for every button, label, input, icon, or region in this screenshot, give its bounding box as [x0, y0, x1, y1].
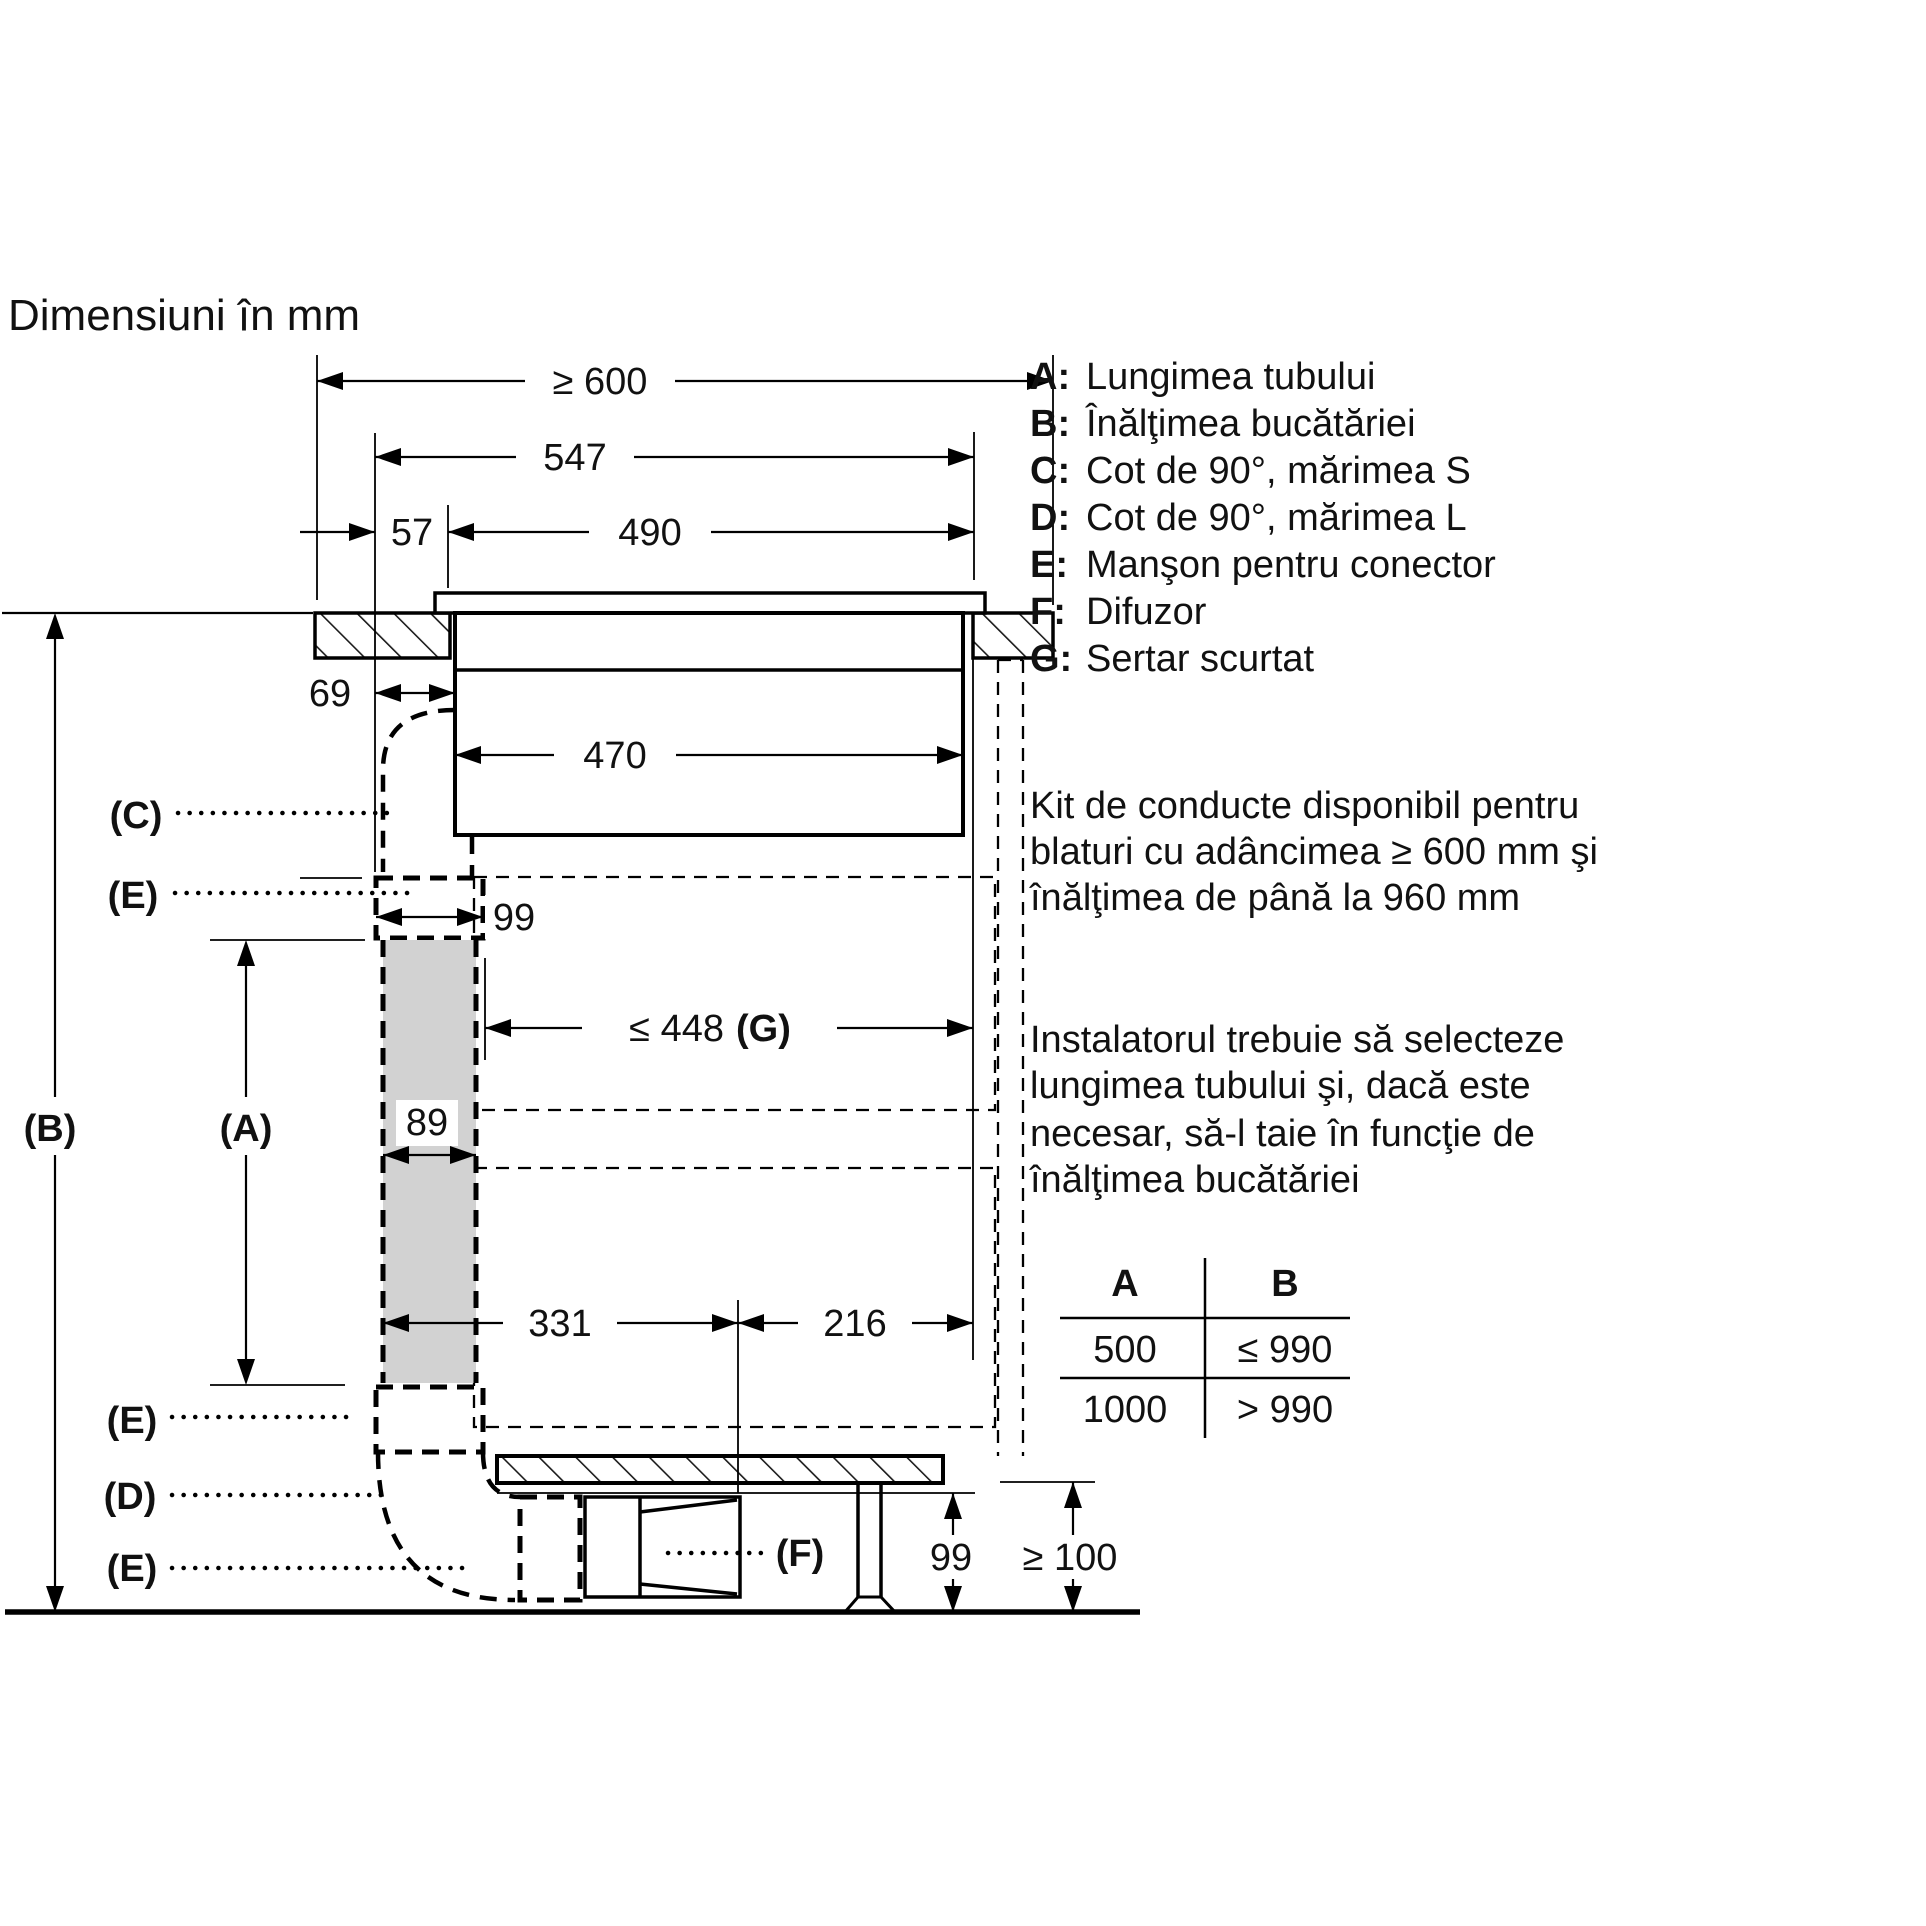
legend-label-f: Difuzor: [1086, 591, 1207, 633]
table-cell-b2: > 990: [1236, 1389, 1334, 1431]
note-kit: [1029, 785, 1598, 919]
worktop-left-block: [315, 613, 450, 658]
callout-a: (A): [219, 1108, 273, 1150]
callout-f: (F): [775, 1533, 825, 1575]
table-cell-a2: 1000: [1082, 1389, 1168, 1431]
hob-casing: [455, 613, 963, 835]
dim-seg-right: 216: [823, 1303, 887, 1345]
legend-key-f: F:: [1030, 591, 1066, 633]
legend-key-b: B:: [1030, 403, 1071, 445]
dim-sleeve-width: 99: [492, 897, 536, 939]
dim-tube-width: 89: [405, 1102, 449, 1144]
dim-duct-offset: 69: [308, 673, 352, 715]
dim-worktop-depth: ≥ 600: [552, 361, 648, 403]
dim-cutout-width: 490: [618, 512, 682, 554]
table-header-a: A: [1111, 1263, 1139, 1305]
hob-body: [435, 593, 985, 835]
dim-plinth-height: 99: [929, 1537, 973, 1579]
cabinet-base-shelf: [497, 1456, 943, 1483]
dim-drawer-max: ≤ 448: [629, 1008, 724, 1050]
dim-body-width: 470: [583, 735, 647, 777]
page-title: Dimensiuni în mm: [8, 291, 361, 340]
note-kit-line2: blaturi cu adâncimea ≥ 600 mm şi: [1030, 831, 1598, 873]
legend-key-d: D:: [1030, 497, 1071, 539]
table-cell-b1: ≤ 990: [1237, 1329, 1333, 1371]
note-kit-line3: înălţimea de până la 960 mm: [1030, 877, 1521, 919]
callout-d: (D): [103, 1476, 157, 1518]
callout-e-lower: (E): [106, 1548, 158, 1590]
legend-label-a: Lungimea tubului: [1086, 356, 1376, 398]
legend-key-g: G:: [1030, 638, 1073, 680]
legend-key-e: E:: [1030, 544, 1068, 586]
callout-b: (B): [23, 1108, 77, 1150]
hob-glass-top: [435, 593, 985, 613]
legend-label-d: Cot de 90°, mărimea L: [1086, 497, 1467, 539]
diffuser-box: [585, 1497, 740, 1597]
dim-seg-left: 331: [528, 1303, 592, 1345]
dim-front-offset: 57: [390, 512, 434, 554]
legend-label-c: Cot de 90°, mărimea S: [1086, 450, 1471, 492]
table-header-b: B: [1271, 1263, 1299, 1305]
dim-floor-clearance: ≥ 100: [1022, 1537, 1118, 1579]
legend-label-g: Sertar scurtat: [1086, 638, 1315, 680]
callout-c: (C): [109, 795, 163, 837]
note-installer-line3: necesar, să-l taie în funcţie de: [1030, 1113, 1535, 1155]
callout-e-middle: (E): [106, 1400, 158, 1442]
legend-label-b: Înălţimea bucătăriei: [1086, 403, 1416, 445]
note-installer-line4: înălţimea bucătăriei: [1030, 1159, 1360, 1201]
legend-label-e: Manşon pentru conector: [1086, 544, 1496, 586]
callout-e-upper: (E): [107, 875, 159, 917]
table-cell-a1: 500: [1093, 1329, 1157, 1371]
dim-hob-top-width: 547: [543, 437, 607, 479]
note-kit-line1: Kit de conducte disponibil pentru: [1030, 785, 1580, 827]
legend-key-c: C:: [1030, 450, 1071, 492]
legend-key-a: A:: [1030, 356, 1071, 398]
note-installer-line2: lungimea tubului şi, dacă este: [1030, 1065, 1531, 1107]
tube-fill: [383, 940, 476, 1383]
dim-drawer-ref: (G): [736, 1008, 791, 1050]
note-installer-line1: Instalatorul trebuie să selecteze: [1030, 1019, 1565, 1061]
